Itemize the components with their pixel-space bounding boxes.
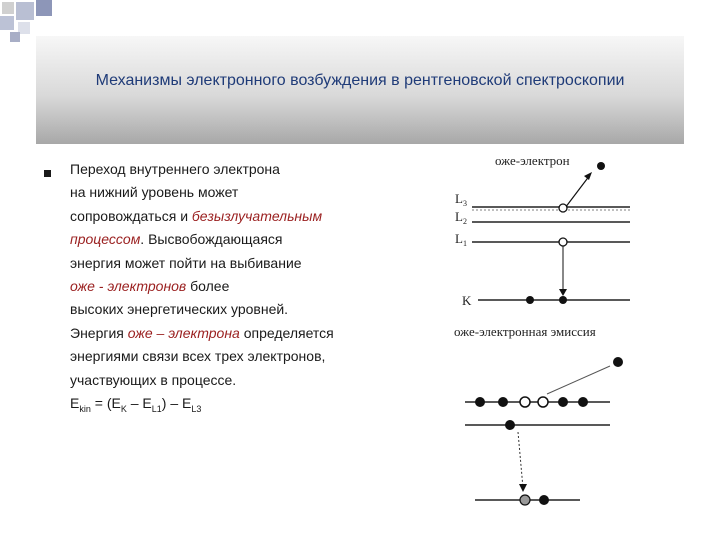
emphasized-term: оже - электронов <box>70 278 187 295</box>
electron-levels-diagram <box>455 350 655 520</box>
energy-formula <box>70 392 450 421</box>
vacancy-l1 <box>559 238 567 246</box>
title-band <box>36 36 684 144</box>
text-line <box>70 275 450 298</box>
transition-dotted-line <box>518 432 523 488</box>
text-fragment: энергиями связи всех трех электронов, <box>70 348 326 365</box>
formula-part: ) – E <box>161 395 192 412</box>
formula-subscript: L1 <box>151 403 162 414</box>
emitted-electron <box>613 357 623 367</box>
text-fragment: высоких энергетических уровней. <box>70 301 289 318</box>
text-line <box>70 158 450 181</box>
level-label: $L_3$ <box>455 191 467 208</box>
bullet-text <box>70 158 450 421</box>
electron <box>539 495 549 505</box>
text-fragment: на нижний уровень может <box>70 184 239 201</box>
decor-square <box>2 2 14 14</box>
electron <box>498 397 508 407</box>
text-fragment: . Высвобождающаяся <box>140 231 283 248</box>
text-fragment: сопровождаться и <box>70 207 192 224</box>
electron-k-filled <box>559 296 567 304</box>
text-fragment: энергия может пойти на выбивание <box>70 254 302 271</box>
level-label: $L_1$ <box>455 231 467 248</box>
vacancy-l3 <box>559 204 567 212</box>
text-fragment: участвующих в процессе. <box>70 371 237 388</box>
transition-arrow-head <box>519 484 527 492</box>
level-label: K <box>462 293 472 308</box>
auger-emission-diagram <box>440 145 650 345</box>
decor-square <box>16 2 34 20</box>
ejection-arrow <box>565 175 590 208</box>
emphasized-term: процессом <box>70 231 141 248</box>
text-fragment: Энергия <box>70 324 128 341</box>
decor-square <box>36 0 52 16</box>
text-line <box>70 322 450 345</box>
emphasized-term: безызлучательным <box>191 207 323 224</box>
electron <box>578 397 588 407</box>
formula-part: E <box>70 395 80 412</box>
slide-title: Механизмы электронного возбуждения в рентгеновской спектроскопии <box>95 72 625 89</box>
text-fragment: более <box>186 278 230 295</box>
square-bullet-icon <box>44 170 51 177</box>
vacancy-filled <box>520 495 530 505</box>
electron <box>475 397 485 407</box>
level-label: $L_2$ <box>455 209 467 226</box>
ejected-electron <box>597 162 605 170</box>
formula-subscript: K <box>120 403 127 414</box>
auger-emission-label: оже-электронная эмиссия <box>454 324 596 339</box>
emphasized-term: оже – электрона <box>127 324 240 341</box>
text-line <box>70 228 450 251</box>
transition-arrow-head <box>559 289 567 296</box>
formula-part: – E <box>126 395 152 412</box>
text-line <box>70 181 450 204</box>
text-line <box>70 345 450 368</box>
text-fragment: Переход внутреннего электрона <box>70 161 280 177</box>
electron <box>505 420 515 430</box>
vacancy <box>538 397 548 407</box>
decor-square <box>0 16 14 30</box>
text-fragment: определяется <box>239 324 334 341</box>
text-lines <box>70 158 450 392</box>
arrow-head <box>584 172 592 180</box>
formula-subscript: kin <box>79 403 91 414</box>
vacancy <box>520 397 530 407</box>
formula-part: = (E <box>90 395 121 412</box>
decor-square <box>10 32 20 42</box>
text-line <box>70 252 450 275</box>
electron-k <box>526 296 534 304</box>
emission-arrow <box>547 366 610 394</box>
formula-subscript: L3 <box>191 403 202 414</box>
text-line <box>70 369 450 392</box>
auger-electron-label: оже-электрон <box>495 153 570 168</box>
electron <box>558 397 568 407</box>
text-line <box>70 205 450 228</box>
text-line <box>70 298 450 321</box>
